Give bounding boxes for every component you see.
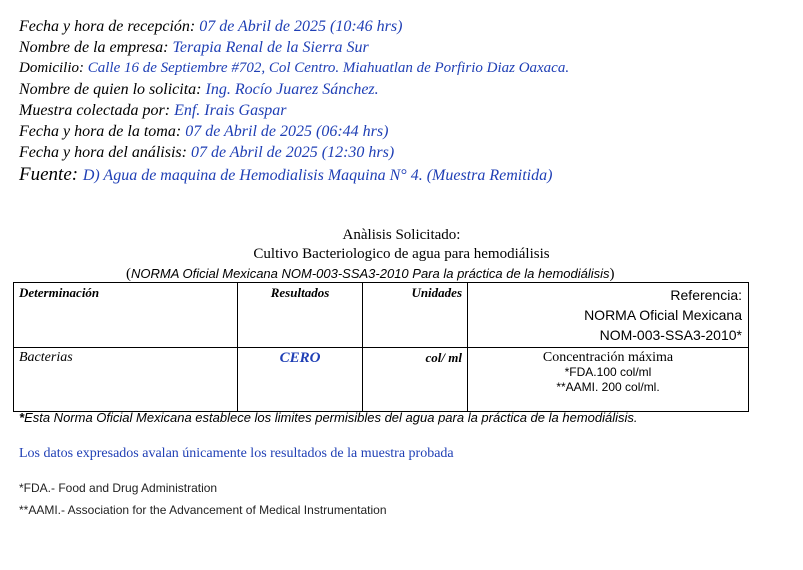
info-reception: Fecha y hora de recepción: 07 de Abril de 2025 (10:46 hrs) <box>19 18 403 35</box>
info-analysis-date: Fecha y hora del análisis: 07 de Abril de 2025 (12:30 hrs) <box>19 144 395 161</box>
ref-label: Referencia: <box>670 287 742 303</box>
abbr-aami: **AAMI.- Association for the Advancement of Medical Instrumentation <box>19 503 387 517</box>
header-determinacion: Determinación <box>14 283 238 348</box>
header-referencia <box>468 283 749 348</box>
ref-code: NOM-003-SSA3-2010* <box>599 327 742 343</box>
disclaimer-text: Los datos expresados avalan únicamente los resultados de la muestra probada <box>19 446 454 461</box>
header-unidades: Unidades <box>363 283 468 348</box>
info-requester: Nombre de quien lo solicita: Ing. Rocío Juarez Sánchez. <box>19 81 379 98</box>
analysis-subtitle: Cultivo Bacteriologico de agua para hemodiálisis <box>253 246 550 262</box>
table-header-row <box>14 283 749 348</box>
sample-info <box>19 16 569 187</box>
norma-line: (NORMA Oficial Mexicana NOM-003-SSA3-2010 Para la práctica de la hemodiálisis) <box>126 266 615 282</box>
table-row <box>14 348 749 412</box>
analysis-header <box>0 226 803 284</box>
conc-aami: **AAMI. 200 col/ml. <box>556 380 660 394</box>
conc-title: Concentración máxima <box>542 350 674 365</box>
cell-resultado: CERO <box>238 348 363 412</box>
info-address: Domicilio: Calle 16 de Septiembre #702, Col Centro. Miahuatlan de Porfirio Diaz Oaxaca. <box>19 60 570 76</box>
cell-unidades: col/ ml <box>363 348 468 412</box>
norma-footnote: *Esta Norma Oficial Mexicana establece los limites permisibles del agua para la práctica de la hemodiálisis. <box>19 410 638 425</box>
results-table <box>13 282 749 412</box>
header-resultados: Resultados <box>238 283 363 348</box>
info-company: Nombre de la empresa: Terapia Renal de la Sierra Sur <box>19 39 369 56</box>
abbr-fda: *FDA.- Food and Drug Administration <box>19 481 218 495</box>
info-collector: Muestra colectada por: Enf. Irais Gaspar <box>19 102 287 119</box>
analysis-title: Anàlisis Solicitado: <box>342 227 461 243</box>
cell-concentracion <box>468 348 749 412</box>
info-sampling-date: Fecha y hora de la toma: 07 de Abril de 2025 (06:44 hrs) <box>19 123 389 140</box>
conc-fda: *FDA.100 col/ml <box>564 365 652 379</box>
ref-norma: NORMA Oficial Mexicana <box>584 307 742 323</box>
cell-determinacion: Bacterias <box>14 348 238 412</box>
info-source: Fuente: D) Agua de maquina de Hemodialisis Maquina N° 4. (Muestra Remitida) <box>19 164 553 185</box>
